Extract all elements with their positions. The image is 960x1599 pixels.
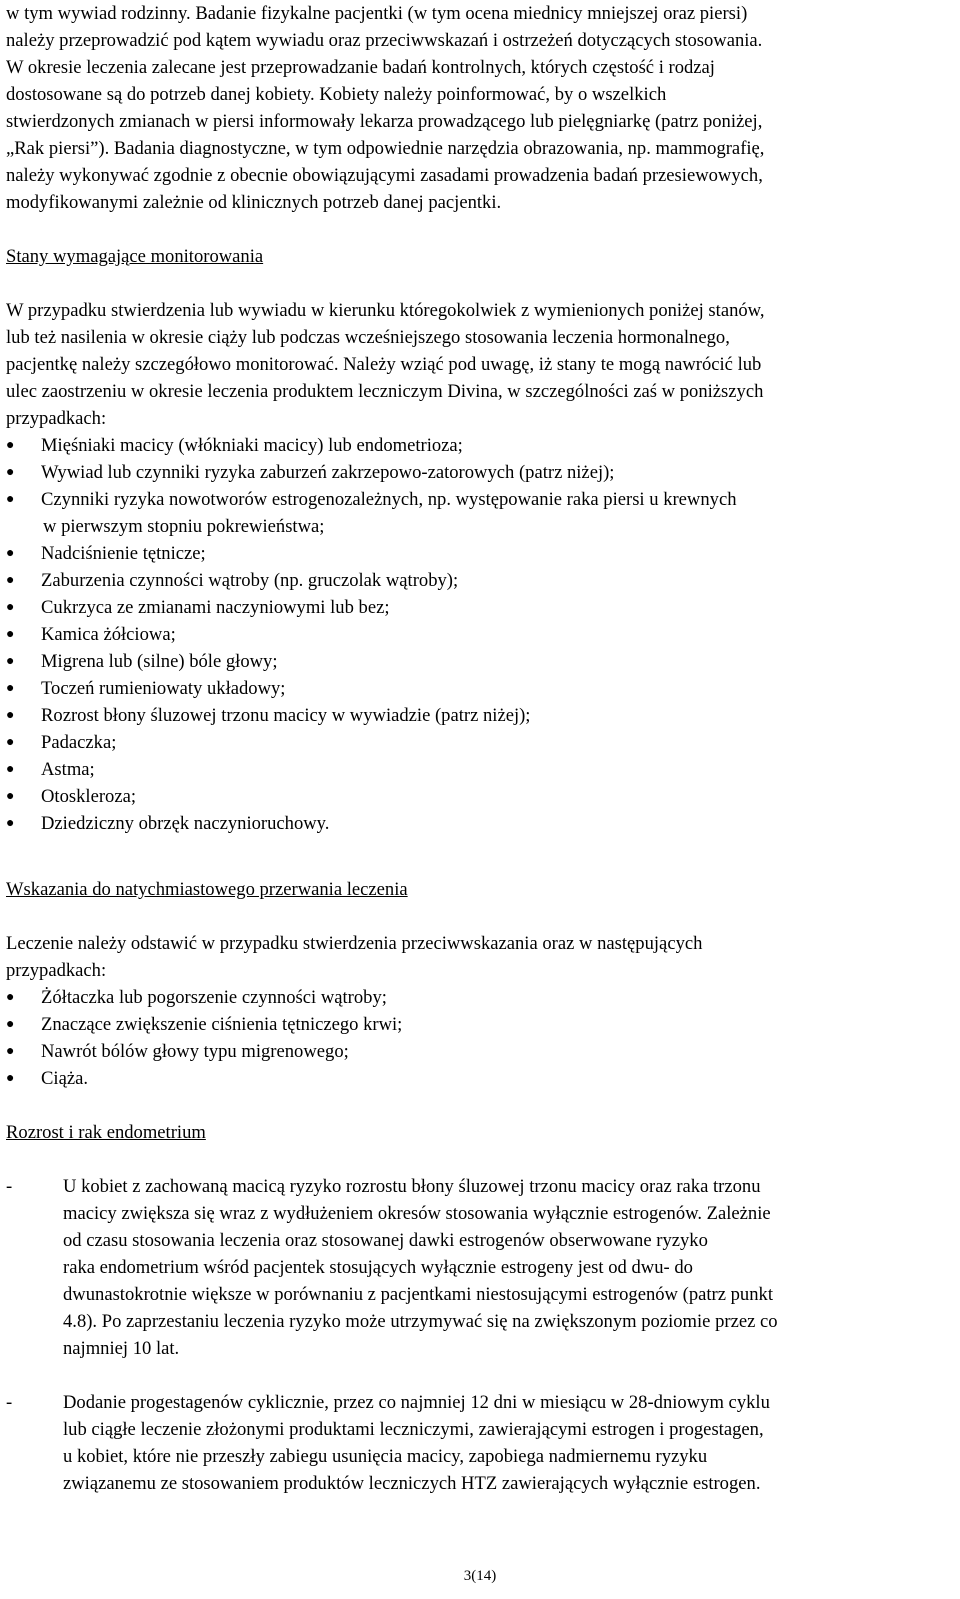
text-line: pacjentkę należy szczegółowo monitorować. Należy wziąć pod uwagę, iż stany te mogą nawrócić lub: [6, 354, 762, 375]
list-item: ● Rozrost błony śluzowej trzonu macicy w wywiadzie (patrz niżej);: [6, 702, 948, 729]
bullet-icon: ●: [6, 546, 15, 561]
list-item: [6, 1389, 948, 1497]
section-heading-endometrium: Rozrost i rak endometrium: [6, 1122, 206, 1143]
discontinuation-paragraph: [6, 930, 948, 984]
bullet-icon: ●: [6, 1071, 15, 1086]
list-item: ● Mięśniaki macicy (włókniaki macicy) lub endometrioza;: [6, 432, 948, 459]
text-line: lub ciągłe leczenie złożonymi produktami leczniczymi, zawierającymi estrogen i progestagen,: [63, 1419, 764, 1440]
list-item: ● Kamica żółciowa;: [6, 621, 948, 648]
text-line: od czasu stosowania leczenia oraz stosowanej dawki estrogenów obserwowane ryzyko: [63, 1230, 708, 1251]
text-line: najmniej 10 lat.: [63, 1338, 180, 1359]
discontinuation-list: [6, 984, 948, 1092]
list-item: ● Otoskleroza;: [6, 783, 948, 810]
text-line: Leczenie należy odstawić w przypadku stwierdzenia przeciwwskazania oraz w następujących: [6, 933, 703, 954]
bullet-icon: ●: [6, 681, 15, 696]
list-item: ● Ciąża.: [6, 1065, 948, 1092]
text-line: 4.8). Po zaprzestaniu leczenia ryzyko może utrzymywać się na zwiększonym poziomie przez co: [63, 1311, 778, 1332]
text-line: stwierdzonych zmianach w piersi informowały lekarza prowadzącego lub pielęgniarkę (patrz poniżej,: [6, 111, 763, 132]
text-line: należy przeprowadzić pod kątem wywiadu oraz przeciwwskazań i ostrzeżeń dotyczących stosowania.: [6, 30, 763, 51]
text-line: U kobiet z zachowaną macicą ryzyko rozrostu błony śluzowej trzonu macicy oraz raka trzonu: [63, 1176, 761, 1197]
bullet-icon: ●: [6, 816, 15, 831]
text-line: macicy zwiększa się wraz z wydłużeniem okresów stosowania wyłącznie estrogenów. Zależnie: [63, 1203, 771, 1224]
page-number: 3(14): [463, 1568, 497, 1584]
monitoring-conditions-list: [6, 432, 948, 837]
text-line: u kobiet, które nie przeszły zabiegu usunięcia macicy, zapobiega nadmiernemu ryzyku: [63, 1446, 708, 1467]
text-line: ulec zaostrzeniu w okresie leczenia produktem leczniczym Divina, w szczególności zaś w poniższych: [6, 381, 764, 402]
text-line: przypadkach:: [6, 408, 107, 429]
text-line: „Rak piersi”). Badania diagnostyczne, w tym odpowiednie narzędzia obrazowania, np. mammografię,: [6, 138, 765, 159]
bullet-icon: ●: [6, 465, 15, 480]
list-item: ● Żółtaczka lub pogorszenie czynności wątroby;: [6, 984, 948, 1011]
monitoring-paragraph: [6, 297, 948, 432]
text-line: raka endometrium wśród pacjentek stosujących wyłącznie estrogeny jest od dwu- do: [63, 1257, 693, 1278]
dash-marker: -: [6, 1392, 13, 1413]
text-line: lub też nasilenia w okresie ciąży lub podczas wcześniejszego stosowania leczenia hormonalnego,: [6, 327, 730, 348]
text-line: W przypadku stwierdzenia lub wywiadu w kierunku któregokolwiek z wymienionych poniżej stanów,: [6, 300, 765, 321]
text-line: należy wykonywać zgodnie z obecnie obowiązującymi zasadami prowadzenia badań przesiewowych,: [6, 165, 763, 186]
list-item: ● Dziedziczny obrzęk naczynioruchowy.: [6, 810, 948, 837]
section-heading-monitoring: Stany wymagające monitorowania: [6, 246, 264, 267]
list-item: ● Nawrót bólów głowy typu migrenowego;: [6, 1038, 948, 1065]
bullet-icon: ●: [6, 762, 15, 777]
bullet-icon: ●: [6, 438, 15, 453]
text-line: dostosowane są do potrzeb danej kobiety. Kobiety należy poinformować, by o wszelkich: [6, 84, 667, 105]
text-line: przypadkach:: [6, 960, 107, 981]
bullet-icon: ●: [6, 1017, 15, 1032]
bullet-icon: ●: [6, 573, 15, 588]
text-line: Dodanie progestagenów cyklicznie, przez co najmniej 12 dni w miesiącu w 28-dniowym cyklu: [63, 1392, 770, 1413]
endometrium-list: [6, 1173, 948, 1497]
intro-paragraph: [6, 0, 948, 216]
list-item: ● Astma;: [6, 756, 948, 783]
bullet-icon: ●: [6, 627, 15, 642]
list-item: ● Czynniki ryzyka nowotworów estrogenozależnych, np. występowanie raka piersi u krewnych w pierwszym stopniu pokrewieństwa;: [6, 486, 948, 540]
bullet-icon: ●: [6, 990, 15, 1005]
list-item: ● Padaczka;: [6, 729, 948, 756]
list-item: ● Toczeń rumieniowaty układowy;: [6, 675, 948, 702]
text-line: W okresie leczenia zalecane jest przeprowadzanie badań kontrolnych, których częstość i rodzaj: [6, 57, 715, 78]
list-item: ● Cukrzyca ze zmianami naczyniowymi lub bez;: [6, 594, 948, 621]
list-item: ● Zaburzenia czynności wątroby (np. gruczolak wątroby);: [6, 567, 948, 594]
list-item: ● Wywiad lub czynniki ryzyka zaburzeń zakrzepowo-zatorowych (patrz niżej);: [6, 459, 948, 486]
list-item: ● Znaczące zwiększenie ciśnienia tętniczego krwi;: [6, 1011, 948, 1038]
bullet-icon: ●: [6, 654, 15, 669]
bullet-icon: ●: [6, 600, 15, 615]
text-line: modyfikowanymi zależnie od klinicznych potrzeb danej pacjentki.: [6, 192, 502, 213]
list-item: ● Migrena lub (silne) bóle głowy;: [6, 648, 948, 675]
bullet-icon: ●: [6, 708, 15, 723]
text-line: dwunastokrotnie większe w porównaniu z pacjentkami niestosującymi estrogenów (patrz punkt: [63, 1284, 773, 1305]
section-heading-discontinuation: Wskazania do natychmiastowego przerwania leczenia: [6, 879, 408, 900]
list-item-continuation: w pierwszym stopniu pokrewieństwa;: [43, 516, 325, 537]
dash-marker: -: [6, 1176, 13, 1197]
list-item: [6, 1173, 948, 1362]
list-item: ● Nadciśnienie tętnicze;: [6, 540, 948, 567]
text-line: związanemu ze stosowaniem produktów leczniczych HTZ zawierających wyłącznie estrogen.: [63, 1473, 761, 1494]
bullet-icon: ●: [6, 735, 15, 750]
bullet-icon: ●: [6, 1044, 15, 1059]
text-line: w tym wywiad rodzinny. Badanie fizykalne pacjentki (w tym ocena miednicy mniejszej oraz piersi): [6, 3, 748, 24]
bullet-icon: ●: [6, 789, 15, 804]
bullet-icon: ●: [6, 492, 15, 507]
